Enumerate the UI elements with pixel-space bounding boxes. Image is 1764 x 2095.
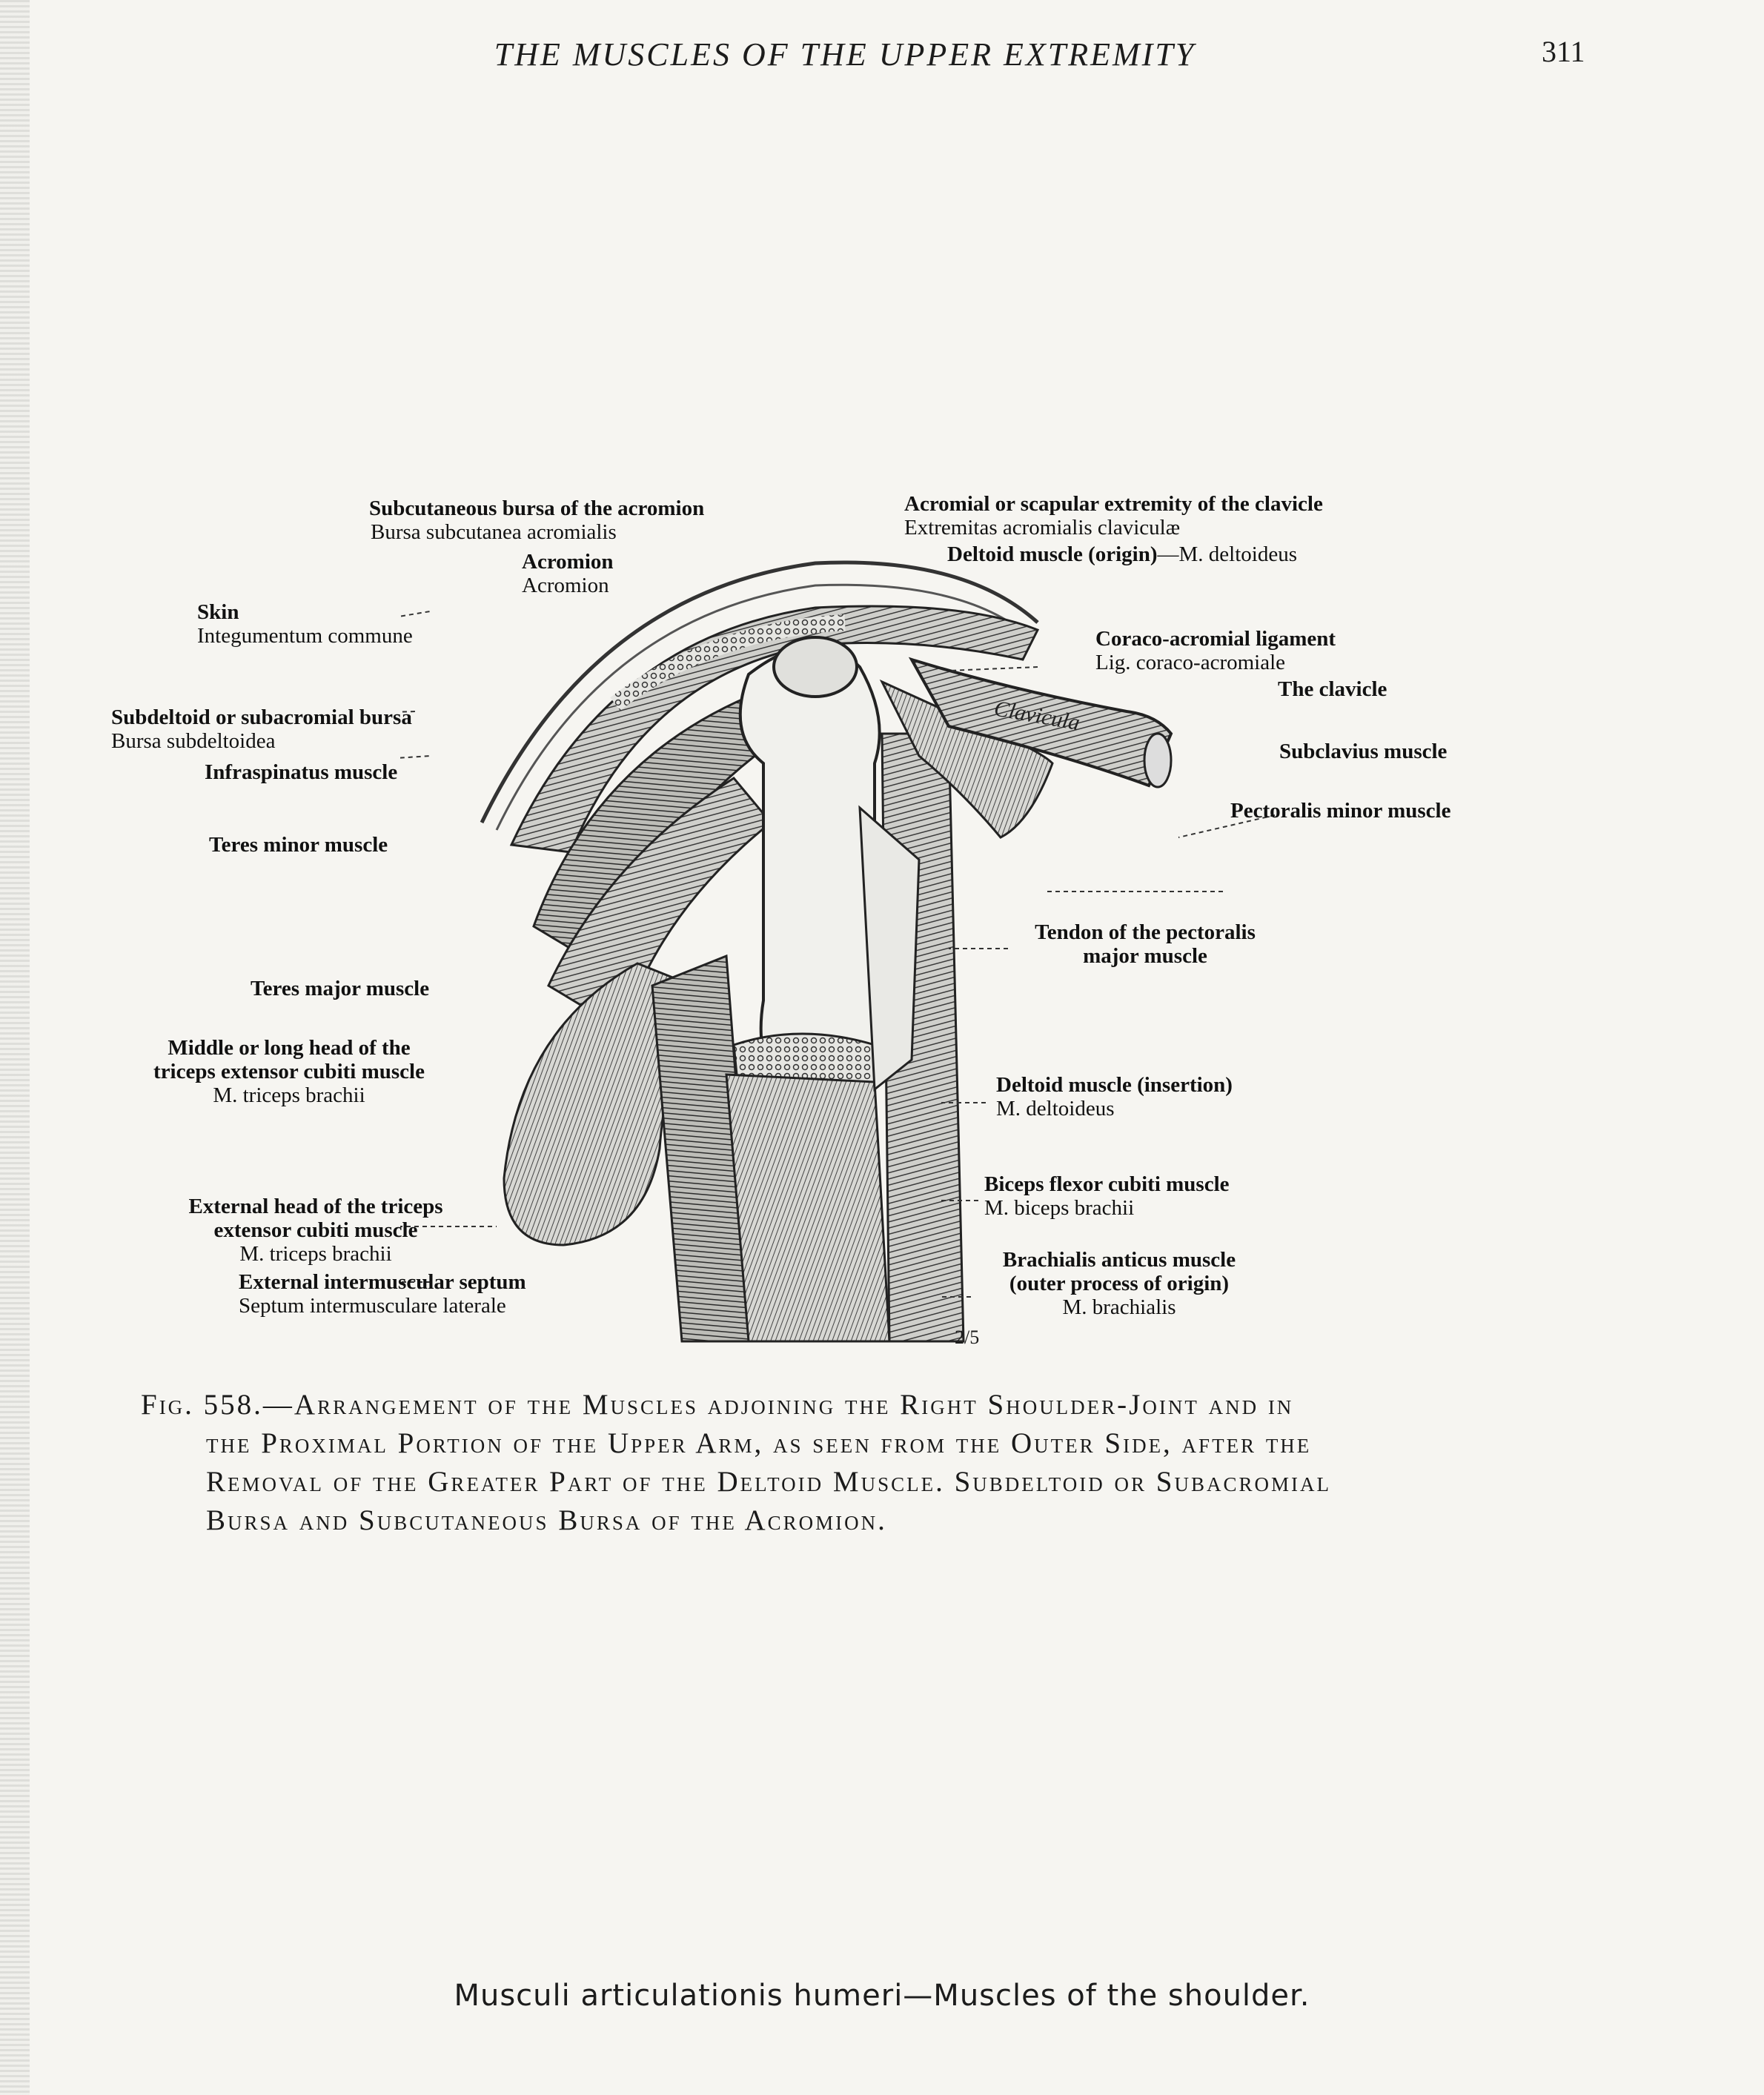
label-clavicle: The clavicle [1278, 677, 1387, 701]
label-subcutaneous-bursa: Subcutaneous bursa of the acromion Bursa subcutanea acromialis [369, 497, 705, 544]
label-pectoralis-minor: Pectoralis minor muscle [1230, 799, 1451, 823]
label-long-head-triceps: Middle or long head of the triceps extensor cubiti muscle M. triceps brachii [153, 1036, 425, 1107]
label-subdeltoid-bursa: Subdeltoid or subacromial bursa Bursa subdeltoidea [111, 705, 412, 753]
label-deltoid-origin: Deltoid muscle (origin)—M. deltoideus [947, 542, 1298, 566]
label-external-head-triceps: External head of the triceps extensor cubiti muscle M. triceps brachii [188, 1195, 443, 1266]
caption-line: Fig. 558.—Arrangement of the Muscles adjoining the Right Shoulder-Joint and in [141, 1389, 1294, 1421]
label-teres-major: Teres major muscle [251, 977, 430, 1000]
label-deltoid-insertion: Deltoid muscle (insertion) M. deltoideus [996, 1073, 1233, 1120]
label-acromion: Acromion Acromion [522, 550, 614, 597]
label-biceps: Biceps flexor cubiti muscle M. biceps brachii [984, 1172, 1230, 1220]
label-coraco-acromial-ligament: Coraco-acromial ligament Lig. coraco-acromiale [1095, 627, 1336, 674]
page-number: 311 [1542, 35, 1585, 68]
shoulder-muscle-drawing [400, 511, 1512, 1371]
caption-line: Removal of the Greater Part of the Deltoid Muscle. Subdeltoid or Subacromial [206, 1466, 1332, 1498]
anatomical-illustration [400, 511, 1512, 1371]
label-external-septum: External intermuscular septum Septum intermusculare laterale [239, 1270, 526, 1318]
label-pectoralis-major-tendon: Tendon of the pectoralis major muscle [1035, 920, 1256, 968]
label-skin: Skin Integumentum commune [197, 600, 413, 648]
label-brachialis: Brachialis anticus muscle (outer process of origin) M. brachialis [1002, 1248, 1236, 1319]
caption-line: Bursa and Subcutaneous Bursa of the Acromion. [206, 1504, 887, 1536]
label-infraspinatus: Infraspinatus muscle [205, 760, 398, 784]
caption-line: the Proximal Portion of the Upper Arm, as seen from the Outer Side, after the [206, 1427, 1312, 1459]
scanned-page-edge [0, 0, 30, 2095]
clavicle-inscription: Clavicula [992, 696, 1082, 736]
label-acromial-extremity: Acromial or scapular extremity of the clavicle Extremitas acromialis claviculæ [904, 492, 1323, 539]
scale-note: 2/5 [955, 1327, 980, 1348]
section-heading: Musculi articulationis humeri—Muscles of the shoulder. [454, 1979, 1310, 2013]
figure-caption [141, 1386, 1564, 1540]
label-teres-minor: Teres minor muscle [209, 833, 388, 857]
running-head: THE MUSCLES OF THE UPPER EXTREMITY [494, 36, 1196, 73]
label-subclavius: Subclavius muscle [1279, 740, 1448, 763]
